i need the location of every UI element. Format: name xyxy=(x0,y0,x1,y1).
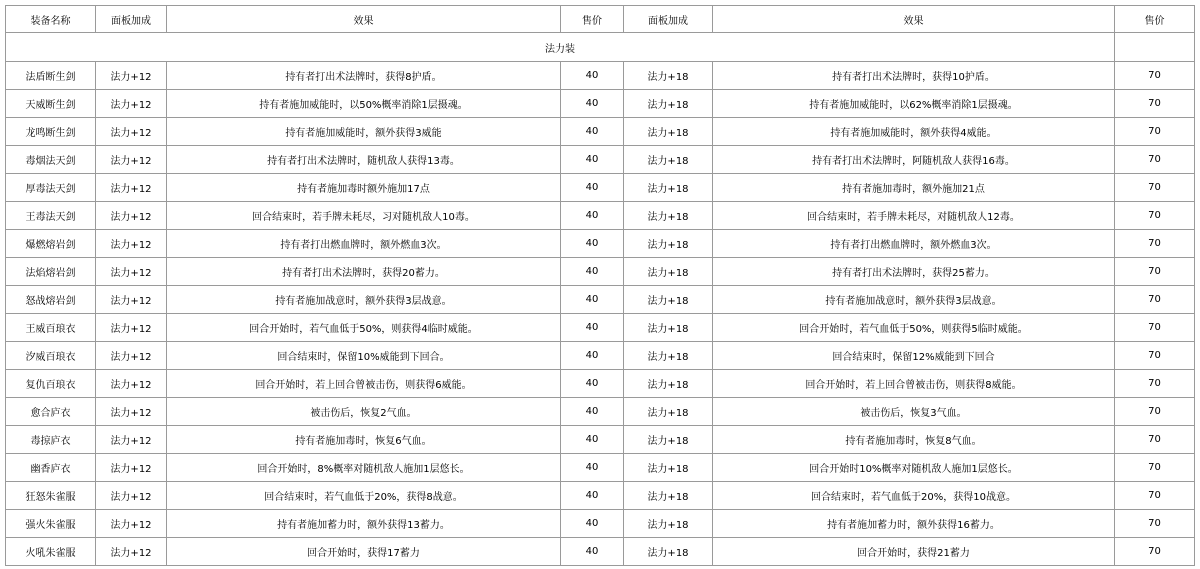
table-row xyxy=(6,538,1195,566)
table-row xyxy=(6,146,1195,174)
bonus-1-cell: 法力+12 xyxy=(96,454,167,482)
effect-2-cell: 持有者施加毒时，额外施加21点 xyxy=(713,174,1115,202)
bonus-1-cell: 法力+12 xyxy=(96,258,167,286)
bonus-2-cell: 法力+18 xyxy=(624,286,713,314)
price-2-cell: 70 xyxy=(1115,62,1195,90)
section-row xyxy=(6,33,1195,62)
price-1-cell: 40 xyxy=(561,174,624,202)
price-1-cell: 40 xyxy=(561,286,624,314)
section-title: 法力装 xyxy=(6,33,1115,62)
bonus-1-cell: 法力+12 xyxy=(96,538,167,566)
bonus-2-cell: 法力+18 xyxy=(624,90,713,118)
price-1-cell: 40 xyxy=(561,538,624,566)
price-1-cell: 40 xyxy=(561,258,624,286)
effect-1-cell: 持有者打出术法牌时，获得8护盾。 xyxy=(167,62,561,90)
table-row xyxy=(6,426,1195,454)
bonus-1-cell: 法力+12 xyxy=(96,174,167,202)
bonus-1-cell: 法力+12 xyxy=(96,510,167,538)
effect-1-cell: 回合开始时，获得17蓄力 xyxy=(167,538,561,566)
table-row xyxy=(6,62,1195,90)
bonus-1-cell: 法力+12 xyxy=(96,482,167,510)
price-1-cell: 40 xyxy=(561,510,624,538)
equip-name-cell: 王毒法天剑 xyxy=(6,202,96,230)
table-row xyxy=(6,118,1195,146)
bonus-2-cell: 法力+18 xyxy=(624,202,713,230)
price-2-cell: 70 xyxy=(1115,230,1195,258)
equip-name-cell: 幽香庐衣 xyxy=(6,454,96,482)
effect-1-cell: 回合开始时，若上回合曾被击伤，则获得6威能。 xyxy=(167,370,561,398)
equip-name-cell: 怒战熔岩剑 xyxy=(6,286,96,314)
bonus-2-cell: 法力+18 xyxy=(624,342,713,370)
price-2-cell: 70 xyxy=(1115,258,1195,286)
effect-2-cell: 持有者打出术法牌时，获得10护盾。 xyxy=(713,62,1115,90)
header-bonus-1: 面板加成 xyxy=(96,6,167,33)
header-price-2: 售价 xyxy=(1115,6,1195,33)
bonus-2-cell: 法力+18 xyxy=(624,118,713,146)
price-1-cell: 40 xyxy=(561,426,624,454)
price-1-cell: 40 xyxy=(561,146,624,174)
table-row xyxy=(6,90,1195,118)
price-2-cell: 70 xyxy=(1115,314,1195,342)
effect-2-cell: 回合开始时，若气血低于50%，则获得5临时威能。 xyxy=(713,314,1115,342)
price-1-cell: 40 xyxy=(561,482,624,510)
price-1-cell: 40 xyxy=(561,118,624,146)
effect-1-cell: 持有者施加毒时，恢复6气血。 xyxy=(167,426,561,454)
effect-1-cell: 持有者施加威能时，以50%概率消除1层摄魂。 xyxy=(167,90,561,118)
effect-1-cell: 回合开始时，8%概率对随机敌人施加1层悠长。 xyxy=(167,454,561,482)
table-row xyxy=(6,314,1195,342)
table-row xyxy=(6,510,1195,538)
bonus-1-cell: 法力+12 xyxy=(96,62,167,90)
effect-1-cell: 持有者打出术法牌时，随机敌人获得13毒。 xyxy=(167,146,561,174)
effect-2-cell: 回合结束时，若气血低于20%，获得10战意。 xyxy=(713,482,1115,510)
effect-2-cell: 持有者打出燃血牌时，额外燃血3次。 xyxy=(713,230,1115,258)
price-1-cell: 40 xyxy=(561,202,624,230)
effect-2-cell: 回合结束时，若手牌未耗尽，对随机敌人12毒。 xyxy=(713,202,1115,230)
price-1-cell: 40 xyxy=(561,62,624,90)
effect-2-cell: 回合结束时，保留12%威能到下回合 xyxy=(713,342,1115,370)
effect-2-cell: 持有者施加威能时，额外获得4威能。 xyxy=(713,118,1115,146)
bonus-2-cell: 法力+18 xyxy=(624,426,713,454)
bonus-1-cell: 法力+12 xyxy=(96,314,167,342)
effect-2-cell: 回合开始时10%概率对随机敌人施加1层悠长。 xyxy=(713,454,1115,482)
price-2-cell: 70 xyxy=(1115,174,1195,202)
price-2-cell: 70 xyxy=(1115,342,1195,370)
price-2-cell: 70 xyxy=(1115,454,1195,482)
effect-2-cell: 持有者施加威能时，以62%概率消除1层摄魂。 xyxy=(713,90,1115,118)
equip-name-cell: 汐威百琅衣 xyxy=(6,342,96,370)
header-name: 装备名称 xyxy=(6,6,96,33)
table-row xyxy=(6,258,1195,286)
table-row xyxy=(6,342,1195,370)
effect-2-cell: 回合开始时，若上回合曾被击伤，则获得8威能。 xyxy=(713,370,1115,398)
price-2-cell: 70 xyxy=(1115,286,1195,314)
effect-1-cell: 持有者打出术法牌时，获得20蓄力。 xyxy=(167,258,561,286)
bonus-1-cell: 法力+12 xyxy=(96,146,167,174)
table-row xyxy=(6,230,1195,258)
equip-name-cell: 爆燃熔岩剑 xyxy=(6,230,96,258)
price-2-cell: 70 xyxy=(1115,146,1195,174)
price-2-cell: 70 xyxy=(1115,510,1195,538)
bonus-2-cell: 法力+18 xyxy=(624,398,713,426)
table-row xyxy=(6,202,1195,230)
price-2-cell: 70 xyxy=(1115,482,1195,510)
price-2-cell: 70 xyxy=(1115,90,1195,118)
effect-1-cell: 持有者施加战意时，额外获得3层战意。 xyxy=(167,286,561,314)
bonus-2-cell: 法力+18 xyxy=(624,510,713,538)
bonus-2-cell: 法力+18 xyxy=(624,482,713,510)
price-2-cell: 70 xyxy=(1115,370,1195,398)
header-bonus-2: 面板加成 xyxy=(624,6,713,33)
bonus-1-cell: 法力+12 xyxy=(96,286,167,314)
bonus-1-cell: 法力+12 xyxy=(96,230,167,258)
equip-name-cell: 毒烟法天剑 xyxy=(6,146,96,174)
equip-name-cell: 龙鸣断生剑 xyxy=(6,118,96,146)
header-price-1: 售价 xyxy=(561,6,624,33)
section-empty-cell xyxy=(1115,33,1195,62)
table-row xyxy=(6,454,1195,482)
effect-2-cell: 被击伤后，恢复3气血。 xyxy=(713,398,1115,426)
bonus-2-cell: 法力+18 xyxy=(624,538,713,566)
bonus-1-cell: 法力+12 xyxy=(96,426,167,454)
bonus-1-cell: 法力+12 xyxy=(96,342,167,370)
price-2-cell: 70 xyxy=(1115,202,1195,230)
bonus-1-cell: 法力+12 xyxy=(96,118,167,146)
effect-1-cell: 被击伤后，恢复2气血。 xyxy=(167,398,561,426)
equip-name-cell: 厚毒法天剑 xyxy=(6,174,96,202)
price-1-cell: 40 xyxy=(561,314,624,342)
header-effect-2: 效果 xyxy=(713,6,1115,33)
equipment-table xyxy=(5,5,1195,566)
effect-2-cell: 持有者施加毒时，恢复8气血。 xyxy=(713,426,1115,454)
bonus-2-cell: 法力+18 xyxy=(624,146,713,174)
price-1-cell: 40 xyxy=(561,342,624,370)
equip-name-cell: 狂怒朱雀服 xyxy=(6,482,96,510)
price-1-cell: 40 xyxy=(561,370,624,398)
equip-name-cell: 强火朱雀服 xyxy=(6,510,96,538)
equip-name-cell: 火吼朱雀服 xyxy=(6,538,96,566)
bonus-1-cell: 法力+12 xyxy=(96,370,167,398)
effect-1-cell: 回合结束时，若手牌未耗尽，习对随机敌人10毒。 xyxy=(167,202,561,230)
equip-name-cell: 复仇百琅衣 xyxy=(6,370,96,398)
price-1-cell: 40 xyxy=(561,398,624,426)
table-row xyxy=(6,174,1195,202)
bonus-1-cell: 法力+12 xyxy=(96,398,167,426)
table-row xyxy=(6,398,1195,426)
effect-1-cell: 持有者施加毒时额外施加17点 xyxy=(167,174,561,202)
bonus-2-cell: 法力+18 xyxy=(624,258,713,286)
header-effect-1: 效果 xyxy=(167,6,561,33)
price-2-cell: 70 xyxy=(1115,426,1195,454)
bonus-2-cell: 法力+18 xyxy=(624,230,713,258)
table-row xyxy=(6,286,1195,314)
effect-1-cell: 持有者施加蓄力时，额外获得13蓄力。 xyxy=(167,510,561,538)
bonus-2-cell: 法力+18 xyxy=(624,62,713,90)
bonus-1-cell: 法力+12 xyxy=(96,90,167,118)
equip-name-cell: 毒掠庐衣 xyxy=(6,426,96,454)
price-1-cell: 40 xyxy=(561,90,624,118)
header-row xyxy=(6,6,1195,33)
effect-2-cell: 持有者施加蓄力时，额外获得16蓄力。 xyxy=(713,510,1115,538)
price-2-cell: 70 xyxy=(1115,118,1195,146)
price-1-cell: 40 xyxy=(561,454,624,482)
table-row xyxy=(6,482,1195,510)
effect-1-cell: 回合结束时，若气血低于20%，获得8战意。 xyxy=(167,482,561,510)
effect-2-cell: 持有者打出术法牌时，阿随机敌人获得16毒。 xyxy=(713,146,1115,174)
equip-name-cell: 天威断生剑 xyxy=(6,90,96,118)
bonus-2-cell: 法力+18 xyxy=(624,174,713,202)
equip-name-cell: 愈合庐衣 xyxy=(6,398,96,426)
effect-1-cell: 回合结束时，保留10%威能到下回合。 xyxy=(167,342,561,370)
equip-name-cell: 法盾断生剑 xyxy=(6,62,96,90)
bonus-2-cell: 法力+18 xyxy=(624,454,713,482)
equip-name-cell: 王威百琅衣 xyxy=(6,314,96,342)
effect-1-cell: 持有者施加威能时，额外获得3威能 xyxy=(167,118,561,146)
price-1-cell: 40 xyxy=(561,230,624,258)
effect-2-cell: 持有者施加战意时，额外获得3层战意。 xyxy=(713,286,1115,314)
effect-2-cell: 持有者打出术法牌时，获得25蓄力。 xyxy=(713,258,1115,286)
price-2-cell: 70 xyxy=(1115,398,1195,426)
bonus-2-cell: 法力+18 xyxy=(624,314,713,342)
bonus-1-cell: 法力+12 xyxy=(96,202,167,230)
equip-name-cell: 法焰熔岩剑 xyxy=(6,258,96,286)
price-2-cell: 70 xyxy=(1115,538,1195,566)
effect-1-cell: 回合开始时，若气血低于50%，则获得4临时威能。 xyxy=(167,314,561,342)
bonus-2-cell: 法力+18 xyxy=(624,370,713,398)
table-row xyxy=(6,370,1195,398)
effect-2-cell: 回合开始时，获得21蓄力 xyxy=(713,538,1115,566)
effect-1-cell: 持有者打出燃血牌时，额外燃血3次。 xyxy=(167,230,561,258)
